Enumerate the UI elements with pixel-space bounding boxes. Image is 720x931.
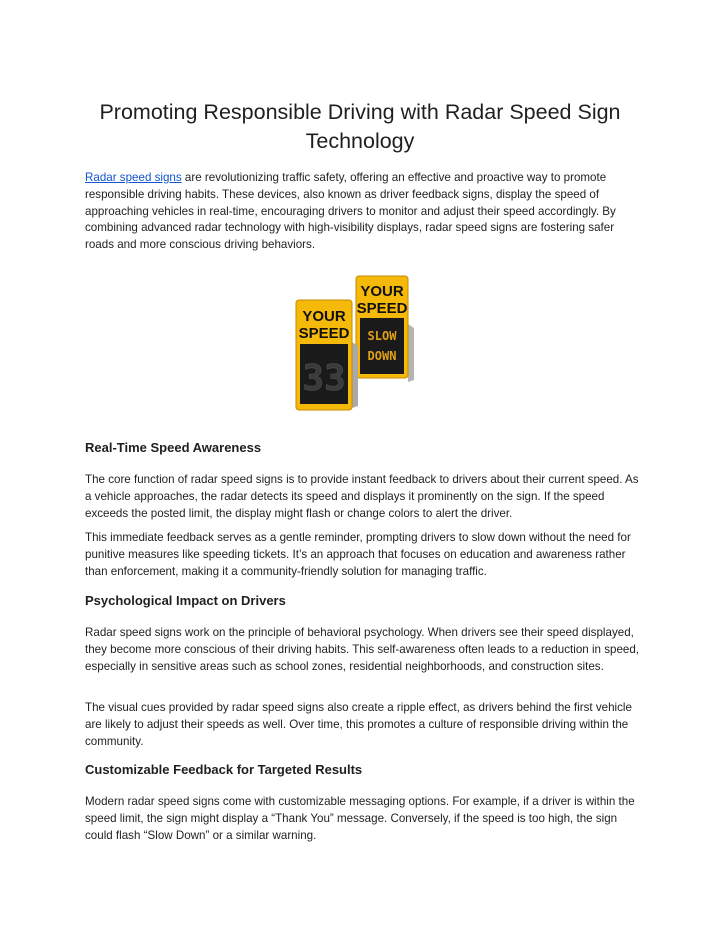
- section-paragraph: Modern radar speed signs come with customizable messaging options. For example, if a driver is within the speed limit, the sign might display a “Thank You” message. Conversely, if the speed is too high, the sign could flash “Slow Down” or a similar warning.: [85, 795, 635, 842]
- intro-paragraph: [85, 170, 645, 254]
- section-paragraph: The core function of radar speed signs is to provide instant feedback to drivers about their current speed. As a vehicle approaches, the radar detects its speed and displays it prominently on the sign. If the speed exceeds the posted limit, the display might flash or change colors to alert the driver.: [85, 473, 639, 520]
- section-heading-real-time: Real-Time Speed Awareness: [85, 440, 262, 455]
- speed-signs-illustration: [290, 272, 420, 412]
- front-sign: [296, 300, 358, 410]
- section-paragraph: Radar speed signs work on the principle of behavioral psychology. When drivers see their speed displayed, they become more conscious of their driving habits. This self-awareness often leads to a reduction in speed, especially in sensitive areas such as school zones, residential neighborhoods, and construction sites.: [85, 626, 640, 673]
- back-sign-label-1: YOUR: [360, 283, 404, 300]
- section-heading-customizable: Customizable Feedback for Targeted Results: [85, 762, 363, 777]
- back-sign-display-1: SLOW: [367, 329, 397, 343]
- back-sign: [356, 276, 414, 382]
- section-paragraph: This immediate feedback serves as a gentle reminder, prompting drivers to slow down without the need for punitive measures like speeding tickets. It’s an approach that focuses on education and awareness rather than enforcement, making it a community-friendly solution for managing traffic.: [85, 531, 631, 578]
- front-sign-label-1: YOUR: [302, 308, 346, 325]
- front-sign-label-2: SPEED: [298, 325, 350, 342]
- section-heading-psychological: Psychological Impact on Drivers: [85, 593, 286, 608]
- back-sign-display-2: DOWN: [367, 349, 397, 363]
- front-sign-display: 33: [302, 358, 346, 399]
- radar-speed-signs-image: [290, 272, 420, 412]
- intro-text: are revolutionizing traffic safety, offering an effective and proactive way to promote responsible driving habits. These devices, also known as driver feedback signs, display the speed of approaching vehicles in real-time, encouraging drivers to monitor and adjust their speed accordingly. By combining advanced radar technology with high-visibility displays, radar speed signs are fostering safer roads and more conscious driving behaviors.: [85, 171, 616, 252]
- section-paragraph: The visual cues provided by radar speed signs also create a ripple effect, as drivers behind the first vehicle are likely to adjust their speeds as well. Over time, this promotes a culture of responsible driving within the community.: [85, 701, 632, 748]
- back-sign-label-2: SPEED: [356, 300, 408, 317]
- page-title: Promoting Responsible Driving with Radar Speed Sign Technology: [99, 100, 621, 153]
- radar-speed-signs-link[interactable]: Radar speed signs: [85, 171, 182, 184]
